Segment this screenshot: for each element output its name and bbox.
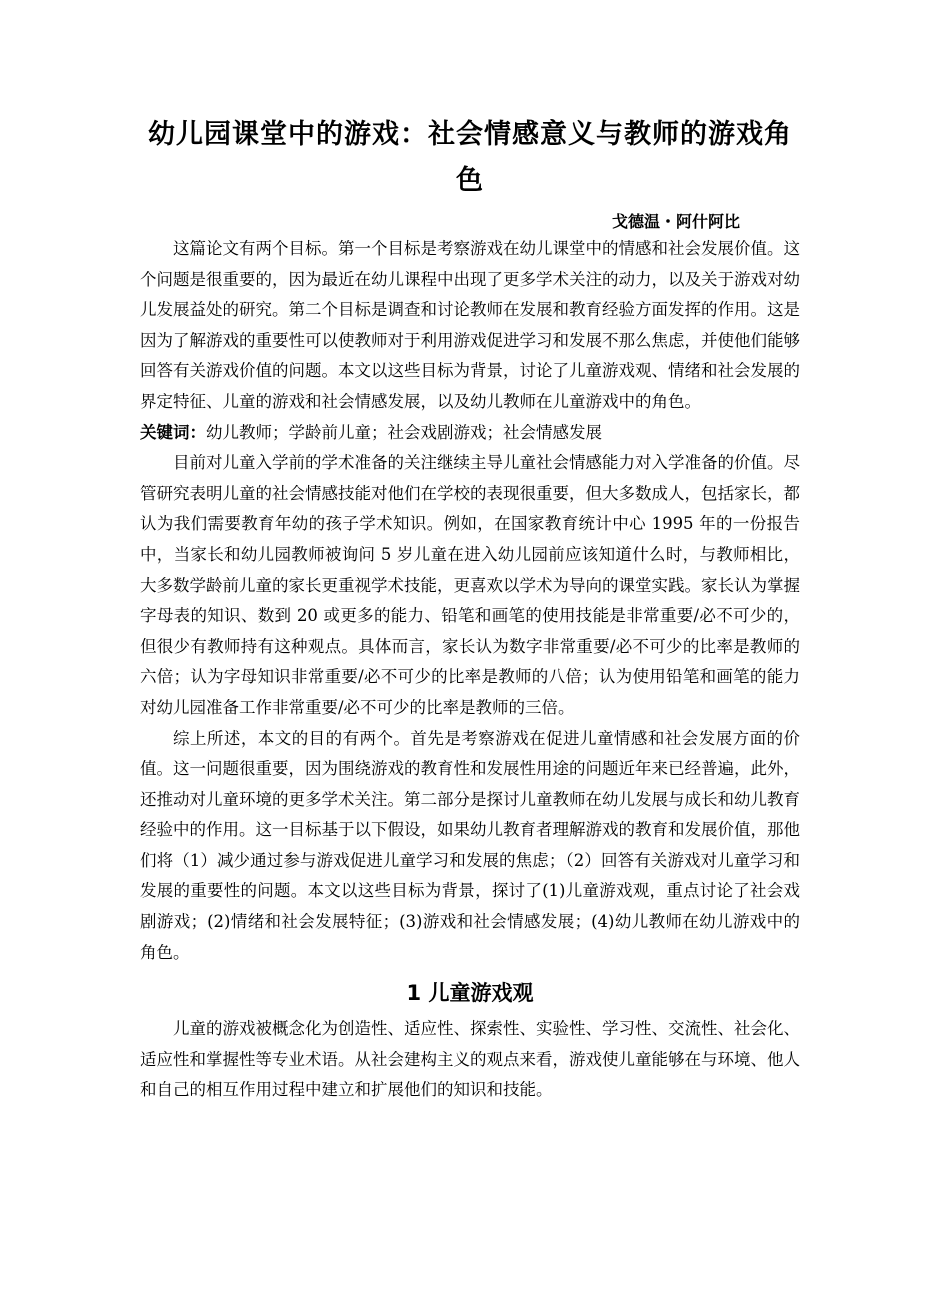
paper-author: 戈德温・阿什阿比 — [611, 212, 740, 231]
paper-title: 幼儿园课堂中的游戏：社会情感意义与教师的游戏角色 — [148, 119, 792, 196]
intro-paragraph-2: 综上所述，本文的目的有两个。首先是考察游戏在促进儿童情感和社会发展方面的价值。这一问题很重要，因为围绕游戏的教育性和发展性用途的问题近年来已经普遍，此外，还推动对儿童环境的更多学术关注。第二部分是探讨儿童教师在幼儿发展与成长和幼儿教育经验中的作用。这一目标基于以下假设，如果幼儿教育者理解游戏的教育和发展价值，那他们将（1）减少通过参与游戏促进儿童学习和发展的焦虑；（2）回答有关游戏对儿童学习和发展的重要性的问题。本文以这些目标为背景，探讨了(1)儿童游戏观，重点讨论了社会戏剧游戏；(2)情绪和社会发展特征；(3)游戏和社会情感发展；(4)幼儿教师在幼儿游戏中的角色。 — [140, 728, 800, 962]
section-1-heading: 1 儿童游戏观 — [406, 981, 534, 1006]
keywords-line — [140, 418, 800, 449]
section-1-paragraph-1: 儿童的游戏被概念化为创造性、适应性、探索性、实验性、学习性、交流性、社会化、适应性和掌握性等专业术语。从社会建构主义的观点来看，游戏使儿童能够在与环境、他人和自己的相互作用过程中建立和扩展他们的知识和技能。 — [140, 1019, 800, 1100]
abstract-paragraph: 这篇论文有两个目标。第一个目标是考察游戏在幼儿课堂中的情感和社会发展价值。这个问题是很重要的，因为最近在幼儿课程中出现了更多学术关注的动力，以及关于游戏对幼儿发展益处的研究。第二个目标是调查和讨论教师在发展和教育经验方面发挥的作用。这是因为了解游戏的重要性可以使教师对于利用游戏促进学习和发展不那么焦虑，并使他们能够回答有关游戏价值的问题。本文以这些目标为背景，讨论了儿童游戏观、情绪和社会发展的界定特征、儿童的游戏和社会情感发展，以及幼儿教师在儿童游戏中的角色。 — [140, 239, 800, 411]
keywords-label: 关键词： — [140, 422, 206, 442]
keywords-text: 幼儿教师；学龄前儿童；社会戏剧游戏；社会情感发展 — [206, 422, 602, 442]
intro-paragraph-1: 目前对儿童入学前的学术准备的关注继续主导儿童社会情感能力对入学准备的价值。尽管研究表明儿童的社会情感技能对他们在学校的表现很重要，但大多数成人，包括家长，都认为我们需要教育年幼的孩子学术知识。例如，在国家教育统计中心 1995 年的一份报告中，当家长和幼儿园教师被询问 5 岁儿童在进入幼儿园前应该知道什么时，与教师相比，大多数学龄前儿童的家长更重视学术技能，更喜欢以学术为导向的课堂实践。家长认为掌握字母表的知识、数到 20 或更多的能力、铅笔和画笔的使用技能是非常重要/必不可少的，但很少有教师持有这种观点。具体而言，家长认为数字非常重要/必不可少的比率是教师的六倍；认为字母知识非常重要/必不可少的比率是教师的八倍；认为使用铅笔和画笔的能力对幼儿园准备工作非常重要/必不可少的比率是教师的三倍。 — [140, 453, 800, 717]
page-content — [140, 112, 800, 1106]
